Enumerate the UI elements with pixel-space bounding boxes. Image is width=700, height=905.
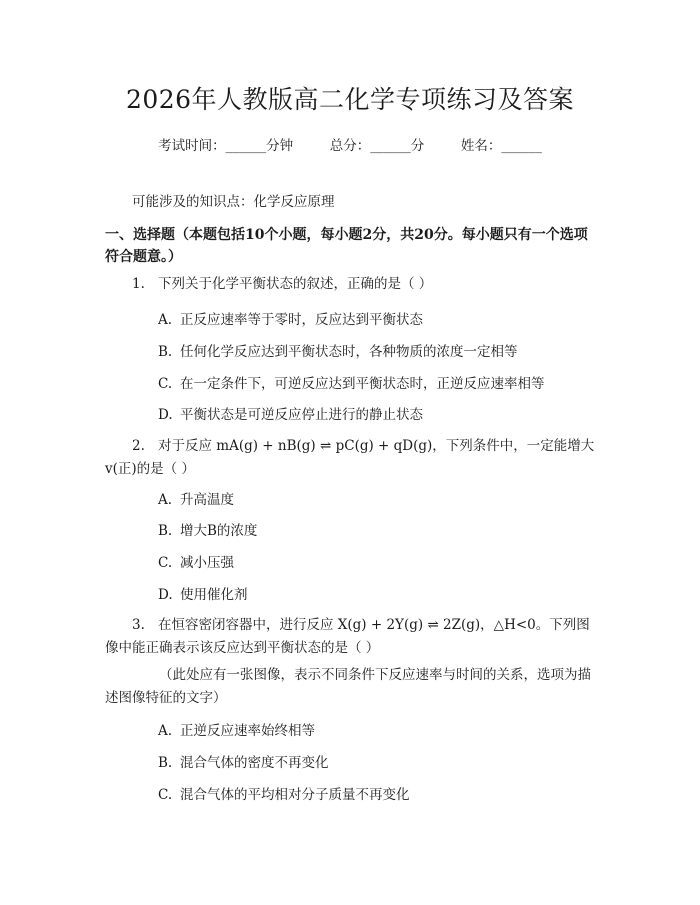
score-unit: 分 xyxy=(410,138,425,154)
score-blank: ______ xyxy=(370,138,411,154)
option-text: 平衡状态是可逆反应停止进行的静止状态 xyxy=(180,407,423,423)
q1-option-b xyxy=(158,340,518,360)
question-number: 3. xyxy=(132,617,145,633)
question-stem: 对于反应 mA(g) + nB(g) ⇌ pC(g) + qD(g)，下列条件中，一定能增大v(正)的是（ ） xyxy=(105,438,595,477)
q2-option-b xyxy=(158,519,257,539)
option-text: 混合气体的平均相对分子质量不再变化 xyxy=(180,787,410,803)
q1-option-d xyxy=(158,403,423,423)
question-3 xyxy=(105,614,595,660)
option-letter: B. xyxy=(158,755,173,771)
section-heading: 一、选择题（本题包括10个小题，每小题2分，共20分。每小题只有一个选项符合题意。） xyxy=(105,227,588,265)
time-label: 考试时间： xyxy=(158,138,226,154)
option-text: 正反应速率等于零时，反应达到平衡状态 xyxy=(180,312,423,328)
option-letter: A. xyxy=(158,723,173,739)
name-label: 姓名： xyxy=(460,138,502,154)
q2-option-d xyxy=(158,583,248,603)
option-letter: A. xyxy=(158,492,173,508)
option-text: 增大B的浓度 xyxy=(180,523,258,539)
score-label: 总分： xyxy=(329,138,371,154)
name-blank: ______ xyxy=(501,138,542,154)
time-blank: ______ xyxy=(225,138,267,154)
page-title: 2026年人教版高二化学专项练习及答案 xyxy=(125,85,575,114)
figure-placeholder-note: （此处应有一张图像，表示不同条件下反应速率与时间的关系，选项为描述图像特征的文字） xyxy=(105,667,591,706)
question-stem: 下列关于化学平衡状态的叙述，正确的是（ ） xyxy=(158,276,433,292)
topic-line: 可能涉及的知识点：化学反应原理 xyxy=(132,194,335,210)
question-2 xyxy=(105,435,595,481)
question-number: 2. xyxy=(132,438,145,454)
q1-option-a xyxy=(158,308,423,328)
q3-option-b xyxy=(158,751,329,771)
time-unit: 分钟 xyxy=(266,138,294,154)
option-letter: C. xyxy=(158,787,173,803)
option-text: 使用催化剂 xyxy=(180,587,248,603)
option-text: 任何化学反应达到平衡状态时，各种物质的浓度一定相等 xyxy=(180,344,518,360)
option-letter: D. xyxy=(158,587,173,603)
question-1 xyxy=(105,273,595,296)
option-text: 升高温度 xyxy=(180,492,234,508)
option-letter: D. xyxy=(158,407,173,423)
option-letter: B. xyxy=(158,523,173,539)
q1-option-c xyxy=(158,372,545,392)
exam-meta xyxy=(0,134,700,154)
option-letter: C. xyxy=(158,376,173,392)
option-text: 减小压强 xyxy=(180,555,234,571)
q3-option-c xyxy=(158,783,410,803)
option-letter: A. xyxy=(158,312,173,328)
option-letter: C. xyxy=(158,555,173,571)
q3-option-a xyxy=(158,719,315,739)
option-text: 正逆反应速率始终相等 xyxy=(180,723,315,739)
option-text: 混合气体的密度不再变化 xyxy=(180,755,329,771)
q2-option-c xyxy=(158,551,234,571)
question-stem: 在恒容密闭容器中，进行反应 X(g) + 2Y(g) ⇌ 2Z(g)，△H<0。下列图像中能正确表示该反应达到平衡状态的是（ ） xyxy=(105,617,590,656)
q2-option-a xyxy=(158,488,234,508)
question-number: 1. xyxy=(132,276,145,292)
option-letter: B. xyxy=(158,344,173,360)
option-text: 在一定条件下，可逆反应达到平衡状态时，正逆反应速率相等 xyxy=(180,376,545,392)
